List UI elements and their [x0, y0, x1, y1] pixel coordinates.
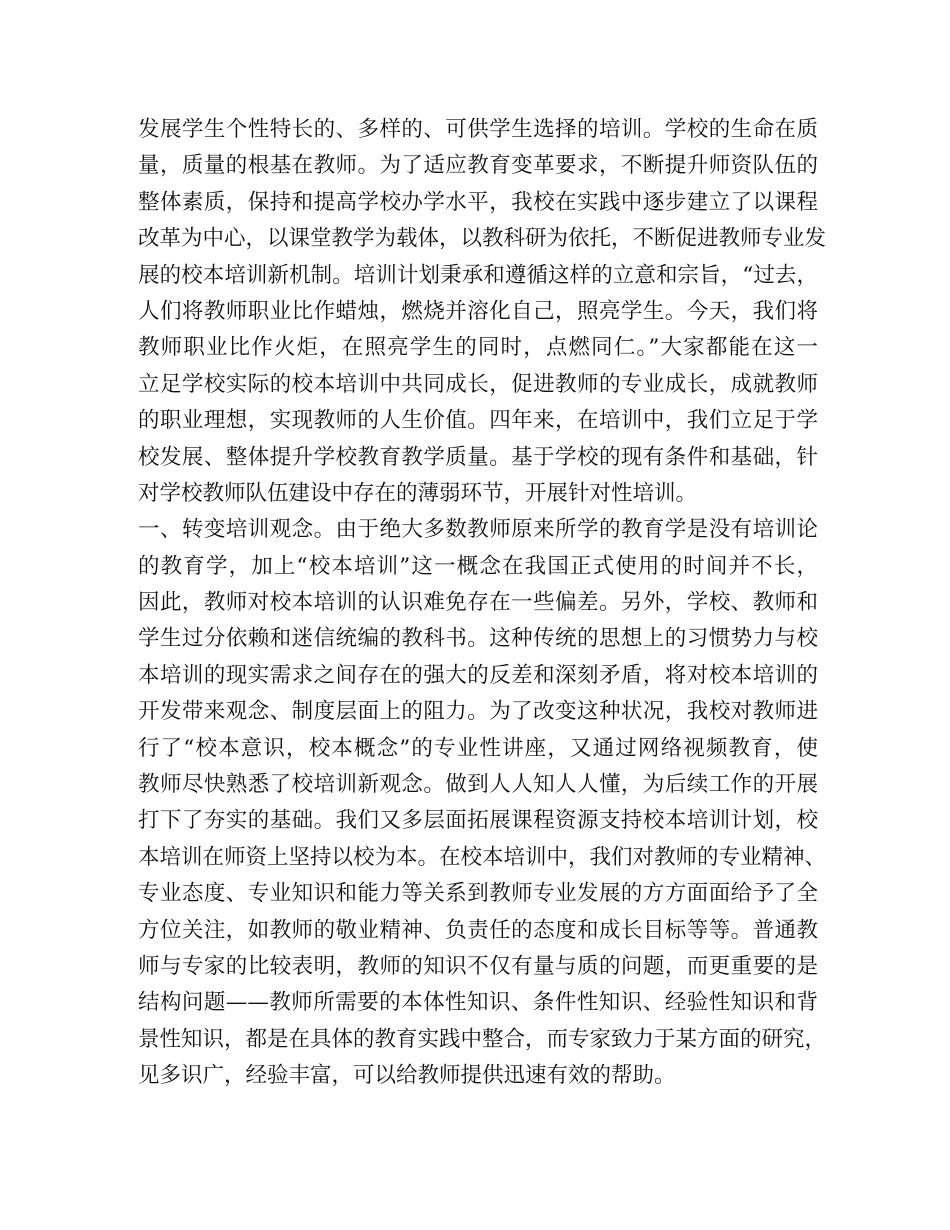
text-line: 行了“校本意识，校本概念”的专业性讲座，又通过网络视频教育，使 [138, 735, 818, 761]
text-line: 专业态度、专业知识和能力等关系到教师专业发展的方方面面给予了全 [138, 881, 818, 907]
text-line: 因此，教师对校本培训的认识难免存在一些偏差。另外，学校、教师和 [138, 590, 818, 616]
text-line: 结构问题——教师所需要的本体性知识、条件性知识、经验性知识和背 [138, 990, 818, 1016]
text-line: 改革为中心，以课堂教学为载体，以教科研为依托，不断促进教师专业发 [138, 226, 827, 252]
text-line: 方位关注，如教师的敬业精神、负责任的态度和成长目标等等。普通教 [138, 917, 818, 943]
text-line: 本培训的现实需求之间存在的强大的反差和深刻矛盾，将对校本培训的 [138, 662, 818, 688]
text-line: 本培训在师资上坚持以校为本。在校本培训中，我们对教师的专业精神、 [138, 844, 827, 870]
text-line: 景性知识，都是在具体的教育实践中整合，而专家致力于某方面的研究， [138, 1026, 827, 1052]
text-line: 整体素质，保持和提高学校办学水平，我校在实践中逐步建立了以课程 [138, 189, 818, 215]
text-line: 量，质量的根基在教师。为了适应教育变革要求，不断提升师资队伍的 [138, 153, 818, 179]
text-line: 教师职业比作火炬，在照亮学生的同时，点燃同仁。”大家都能在这一 [138, 335, 818, 361]
text-line: 的教育学，加上“校本培训”这一概念在我国正式使用的时间并不长， [138, 553, 818, 579]
text-line: 校发展、整体提升学校教育教学质量。基于学校的现有条件和基础，针 [138, 444, 818, 470]
paragraph-2 [138, 512, 827, 1094]
text-line: 展的校本培训新机制。培训计划秉承和遵循这样的立意和宗旨，“过去， [138, 262, 818, 288]
text-line: 发展学生个性特长的、多样的、可供学生选择的培训。学校的生命在质 [138, 117, 818, 142]
text-line: 一、转变培训观念。由于绝大多数教师原来所学的教育学是没有培训论 [138, 517, 818, 543]
text-line: 的职业理想，实现教师的人生价值。四年来，在培训中，我们立足于学 [138, 408, 818, 434]
text-line: 师与专家的比较表明，教师的知识不仅有量与质的问题，而更重要的是 [138, 953, 818, 979]
text-line: 打下了夯实的基础。我们又多层面拓展课程资源支持校本培训计划，校 [138, 808, 818, 834]
text-line: 学生过分依赖和迷信统编的教科书。这种传统的思想上的习惯势力与校 [138, 626, 818, 652]
text-line: 立足学校实际的校本培训中共同成长，促进教师的专业成长，成就教师 [138, 371, 818, 397]
paragraph-1 [138, 112, 827, 512]
text-line: 开发带来观念、制度层面上的阻力。为了改变这种状况，我校对教师进 [138, 699, 818, 725]
text-line: 人们将教师职业比作蜡烛，燃烧并溶化自己，照亮学生。今天，我们将 [138, 298, 818, 324]
text-line: 对学校教师队伍建设中存在的薄弱环节，开展针对性培训。 [138, 480, 698, 506]
text-line: 见多识广，经验丰富，可以给教师提供迅速有效的帮助。 [138, 1063, 676, 1089]
text-line: 教师尽快熟悉了校培训新观念。做到人人知人人懂，为后续工作的开展 [138, 772, 818, 798]
body-text [138, 112, 827, 1095]
